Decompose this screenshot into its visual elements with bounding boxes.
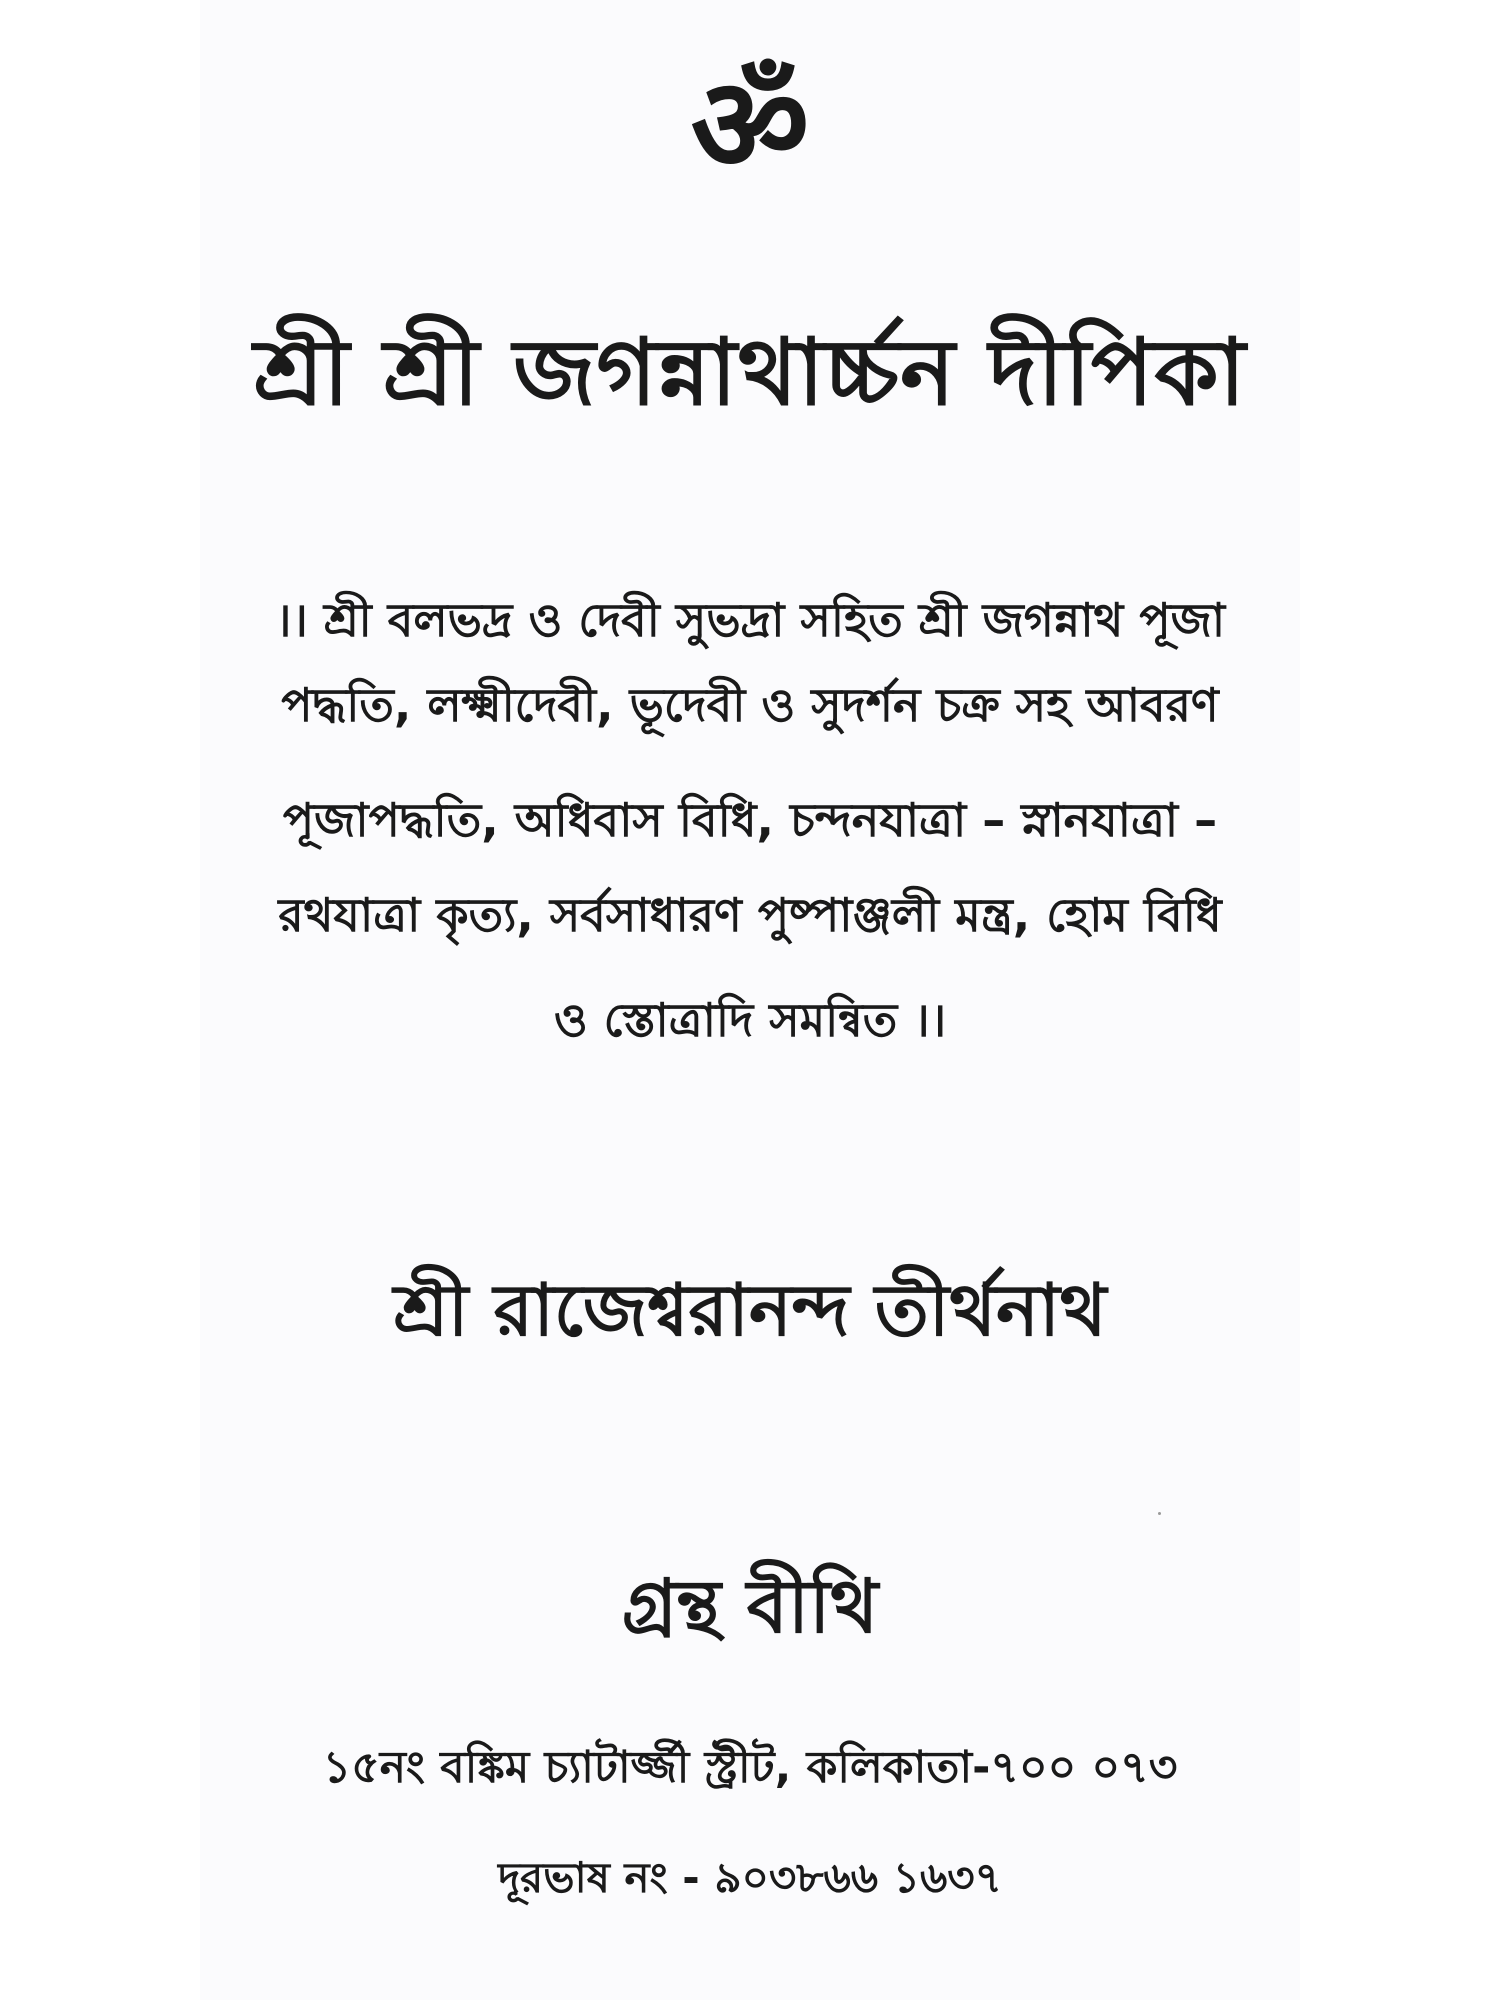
subtitle-line-1: ।। শ্রী বলভদ্র ও দেবী সুভদ্রা সহিত শ্রী জগন্নাথ পূজা <box>274 593 1226 647</box>
publisher-name: গ্রন্থ বীথি <box>621 1564 879 1650</box>
publisher-phone: দূরভাষ নং - ৯০৩৮৬৬ ১৬৩৭ <box>498 1853 1002 1902</box>
subtitle-line-3: পূজাপদ্ধতি, অধিবাস বিধি, চন্দনযাত্রা – স্নানযাত্রা – <box>282 793 1218 847</box>
subtitle-line-5: ও স্তোত্রাদি সমন্বিত ।। <box>553 993 947 1047</box>
subtitle-line-4: রথযাত্রা কৃত্য, সর্বসাধারণ পুষ্পাঞ্জলী মন্ত্র, হোম বিধি <box>278 888 1222 942</box>
author-name: শ্রী রাজেশ্বরানন্দ তীর্থনাথ <box>393 1268 1107 1352</box>
paper-speck <box>1158 1512 1161 1515</box>
book-title: শ্রী শ্রী জগন্নাথার্চ্চন দীপিকা <box>253 319 1247 426</box>
subtitle-line-2: পদ্ধতি, লক্ষ্মীদেবী, ভূদেবী ও সুদর্শন চক্র সহ আবরণ <box>281 678 1219 732</box>
publisher-address: ১৫নং বঙ্কিম চ্যাটার্জ্জী স্ট্রীট, কলিকাতা-৭০০ ০৭৩ <box>322 1742 1178 1793</box>
om-symbol: ॐ <box>690 49 810 201</box>
